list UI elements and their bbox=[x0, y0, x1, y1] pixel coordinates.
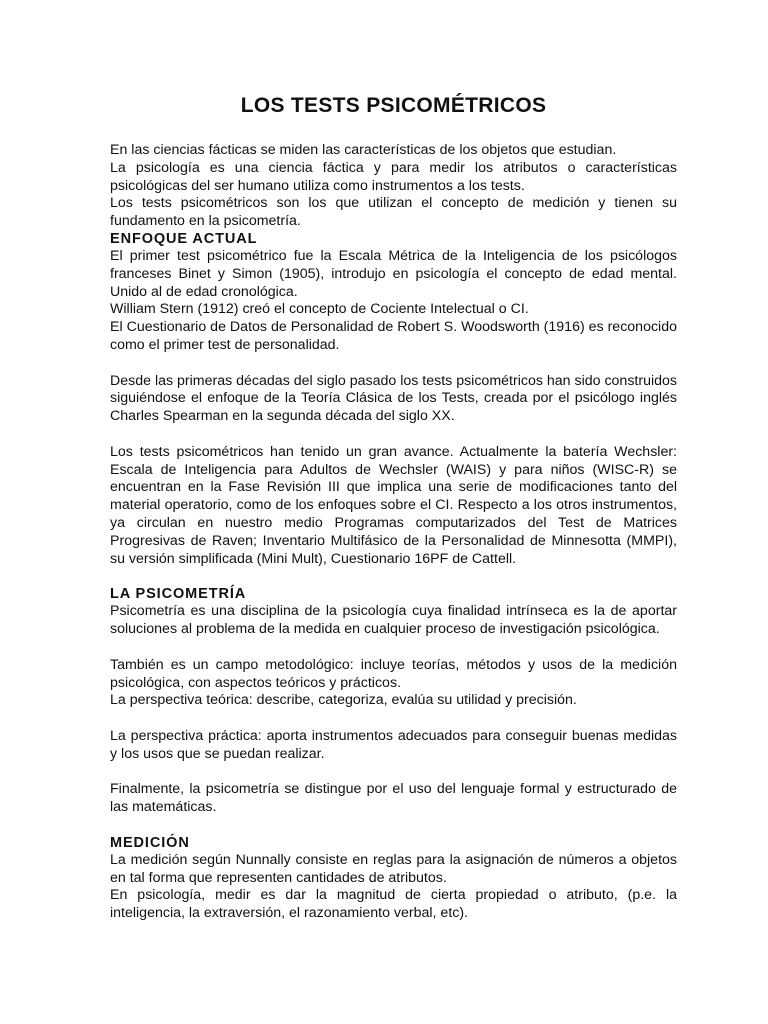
paragraph: El Cuestionario de Datos de Personalidad de Robert S. Woodsworth (1916) es reconocido como el primer test de personalidad. bbox=[110, 319, 677, 353]
paragraph-spacer bbox=[110, 426, 677, 444]
paragraph: La perspectiva teórica: describe, categoriza, evalúa su utilidad y precisión. bbox=[110, 692, 577, 709]
paragraph: Psicometría es una disciplina de la psicología cuya finalidad intrínseca es la de aportar soluciones al problema de la medida en cualquier proceso de investigación psicológica. bbox=[110, 603, 677, 638]
paragraph-spacer bbox=[110, 355, 677, 373]
section-spacer bbox=[110, 817, 677, 835]
paragraph: También es un campo metodológico: incluye teorías, métodos y usos de la medición psicológica, con aspectos teóricos y prácticos. bbox=[110, 656, 677, 691]
section-spacer bbox=[110, 568, 677, 586]
section-heading-enfoque-actual: ENFOQUE ACTUAL bbox=[110, 230, 258, 247]
section-heading-la-psicometria: LA PSICOMETRÍA bbox=[110, 586, 247, 603]
paragraph: En psicología, medir es dar la magnitud de cierta propiedad o atributo, (p.e. la inteligencia, la extraversión, el razonamiento verbal, etc). bbox=[110, 887, 677, 922]
paragraph: La medición según Nunnally consiste en reglas para la asignación de números a objetos en tal forma que representen cantidades de atributos. bbox=[110, 851, 677, 886]
paragraph: Los tests psicométricos han tenido un gran avance. Actualmente la batería Wechsler: Escala de Inteligencia para Adultos de Wechsler (WAIS) y para niños (WISC-R) se encuentran en la Fase Revisión III que implica una serie de modificaciones tanto del material operatorio, como de los enfoques sobre el CI. Respecto a los otros instrumentos, ya circulan en nuestro medio Programas computarizados del Test de Matrices Progresivas de Raven; Inventario Multifásico de la Personalidad de Minnesotta (MMPI), su versión simplificada (Mini Mult), Cuestionario 16PF de Cattell. bbox=[110, 443, 677, 567]
document-title: LOS TESTS PSICOMÉTRICOS bbox=[240, 94, 547, 117]
paragraph-spacer bbox=[110, 764, 677, 782]
intro-paragraph: La psicología es una ciencia fáctica y para medir los atributos o características psicológicas del ser humano utiliza como instrumentos a los tests. bbox=[110, 159, 677, 194]
paragraph: Desde las primeras décadas del siglo pasado los tests psicométricos han sido construidos siguiéndose el enfoque de la Teoría Clásica de los Tests, creada por el psicólogo inglés Charles Spearman en la segunda década del siglo XX. bbox=[110, 372, 678, 425]
paragraph: El primer test psicométrico fue la Escala Métrica de la Inteligencia de los psicólogos franceses Binet y Simon (1905), introdujo en psicología el concepto de edad mental. Unido al de edad cronológica. bbox=[110, 247, 677, 300]
paragraph-spacer bbox=[110, 710, 677, 728]
intro-paragraph: Los tests psicométricos son los que utilizan el concepto de medición y tienen su fundamento en la psicometría. bbox=[110, 195, 677, 230]
paragraph: La perspectiva práctica: aporta instrumentos adecuados para conseguir buenas medidas y los usos que se puedan realizar. bbox=[110, 727, 677, 762]
section-heading-medicion: MEDICIÓN bbox=[110, 834, 190, 851]
paragraph: Finalmente, la psicometría se distingue por el uso del lenguaje formal y estructurado de las matemáticas. bbox=[110, 781, 677, 816]
intro-paragraph: En las ciencias fácticas se miden las características de los objetos que estudian. bbox=[110, 142, 617, 158]
paragraph: William Stern (1912) creó el concepto de Cociente Intelectual o CI. bbox=[110, 301, 529, 318]
paragraph-spacer bbox=[110, 639, 677, 657]
